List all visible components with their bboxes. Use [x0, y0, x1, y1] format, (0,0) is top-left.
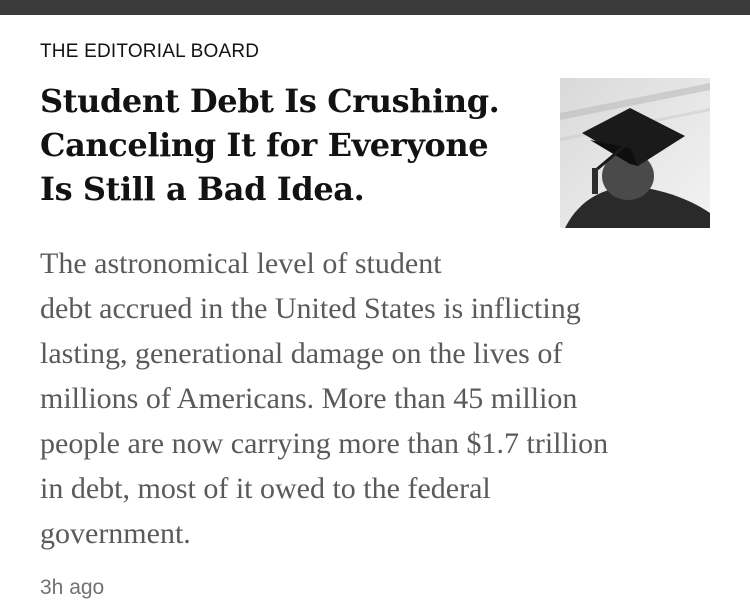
summary[interactable]	[40, 241, 716, 556]
summary-line: debt accrued in the United States is inflicting	[40, 292, 581, 325]
summary-line: in debt, most of it owed to the federal	[40, 472, 491, 505]
summary-line: The astronomical level of student	[40, 247, 442, 280]
top-bar	[0, 0, 750, 15]
article-card[interactable]	[0, 15, 750, 611]
graduation-cap-photo[interactable]	[560, 78, 710, 228]
timestamp: 3h ago	[40, 576, 105, 599]
graduation-cap-photo-image	[560, 78, 710, 228]
headline-line: Canceling It for Everyone	[40, 126, 489, 164]
summary-line: people are now carrying more than $1.7 trillion	[40, 427, 609, 460]
summary-line: millions of Americans. More than 45 million	[40, 382, 578, 415]
headline-line: Is Still a Bad Idea.	[40, 170, 365, 208]
headline[interactable]	[40, 79, 540, 211]
section-label[interactable]: THE EDITORIAL BOARD	[40, 41, 260, 62]
summary-line: government.	[40, 517, 191, 550]
summary-line: lasting, generational damage on the lives of	[40, 337, 563, 370]
headline-line: Student Debt Is Crushing.	[40, 82, 500, 120]
